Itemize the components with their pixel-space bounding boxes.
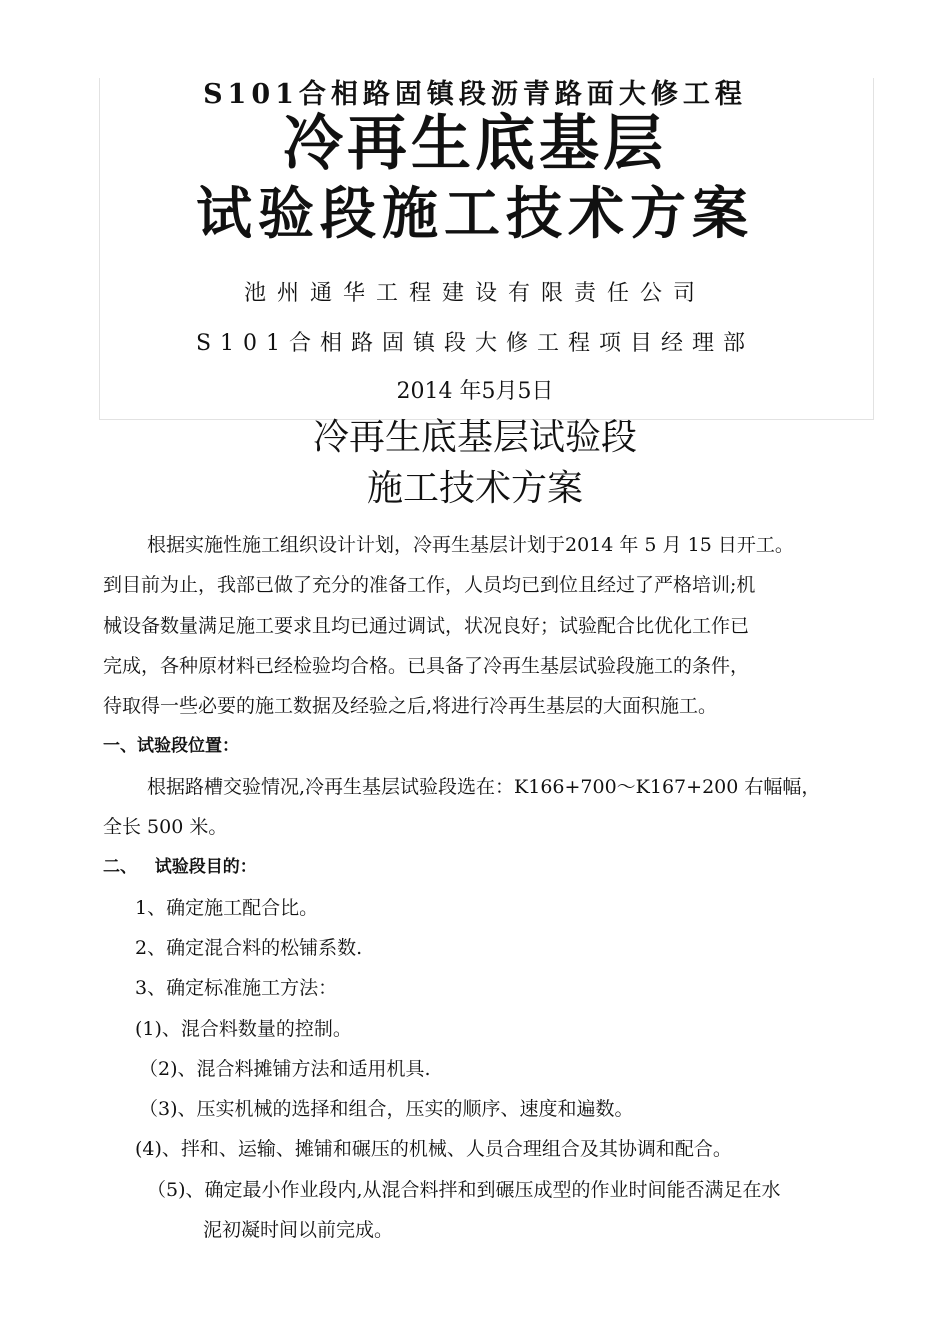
main-title-line1: 冷再生底基层: [283, 109, 667, 179]
purpose-item: 3、确定标准施工方法：: [135, 977, 338, 1000]
method-subitem: （2)、混合料摊铺方法和适用机具.: [139, 1057, 431, 1080]
document-body: [103, 525, 873, 1250]
method-subitem-continuation: 泥初凝时间以前完成。: [203, 1219, 394, 1242]
intro-line: 待取得一些必要的施工数据及经验之后,将进行冷再生基层的大面积施工。: [103, 695, 718, 718]
department-name: S101合相路固镇段大修工程项目经理部: [195, 331, 755, 356]
main-title-line2: 试验段施工技术方案: [196, 182, 754, 247]
doc-title-line1: 冷再生底基层试验段: [312, 417, 637, 458]
project-title: S101合相路固镇段沥青路面大修工程: [203, 79, 747, 110]
section1-line: 根据路槽交验情况,冷再生基层试验段选在：K166+700～K167+200 右幅幅，: [147, 775, 821, 798]
purpose-item: 2、确定混合料的松铺系数.: [135, 936, 363, 959]
doc-title-line2: 施工技术方案: [366, 468, 583, 509]
intro-line: 完成，各种原材料已经检验均合格。已具备了冷再生基层试验段施工的条件，: [103, 654, 750, 677]
section1-line: 全长 500 米。: [103, 816, 228, 839]
method-subitem: (4)、拌和、运输、摊铺和碾压的机械、人员合理组合及其协调和配合。: [135, 1138, 732, 1161]
method-subitem: (1)、混合料数量的控制。: [135, 1017, 352, 1040]
method-subitem: （5)、确定最小作业段内,从混合料拌和到碾压成型的作业时间能否满足在水: [147, 1178, 781, 1201]
purpose-item: 1、确定施工配合比。: [135, 896, 319, 919]
intro-line: 到目前为止，我部已做了充分的准备工作，人员均已到位且经过了严格培训;机: [103, 574, 756, 597]
cover-date: 2014 年5月5日: [396, 379, 554, 404]
section1-heading: 一、试验段位置：: [103, 736, 239, 757]
intro-line: 根据实施性施工组织设计计划，冷再生基层计划于2014 年 5 月 15 日开工。: [147, 534, 794, 556]
method-subitem: （3)、压实机械的选择和组合，压实的顺序、速度和遍数。: [139, 1098, 634, 1121]
intro-line: 械设备数量满足施工要求且均已通过调试，状况良好；试验配合比优化工作已: [103, 614, 750, 637]
section2-heading: 二、 试验段目的：: [103, 857, 257, 878]
company-name: 池州通华工程建设有限责任公司: [243, 281, 706, 306]
